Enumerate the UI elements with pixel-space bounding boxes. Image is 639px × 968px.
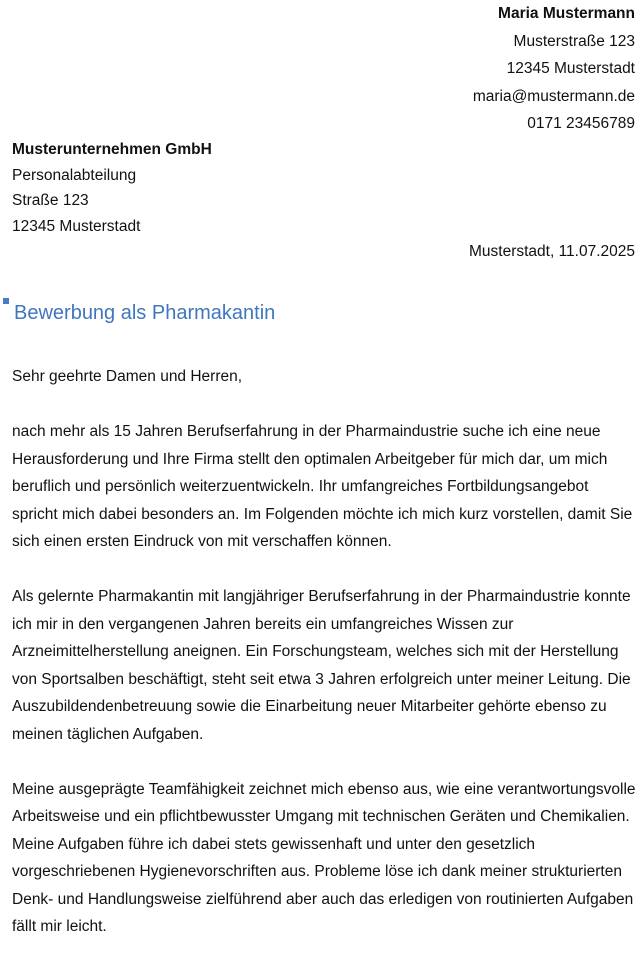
recipient-company: Musterunternehmen GmbH [12, 141, 212, 158]
recipient-street: Straße 123 [12, 192, 89, 209]
recipient-address-block [12, 137, 212, 239]
subject-marker-icon [3, 298, 9, 304]
letter-subject: Bewerbung als Pharmakantin [14, 302, 276, 324]
body-paragraph-3: Meine ausgeprägte Teamfähigkeit zeichnet mich ebenso aus, wie eine verantwortungsvolle Arbeitsweise und ein pflichtbewusster Umgang mit technischen Geräten und Chemikalien. Meine Aufgaben führe ich dabei stets gewissenhaft und unter den gesetzlich vorgeschriebenen Hygienevorschriften aus. Probleme löse ich dank meiner strukturierten Denk- und Handlungsweise zielführend aber auch das erledigen von routinierten Aufgaben fällt mir leicht. [12, 780, 636, 935]
sender-address-block [473, 0, 635, 138]
sender-street: Musterstraße 123 [513, 32, 635, 50]
body-paragraph-2: Als gelernte Pharmakantin mit langjähriger Berufserfahrung in der Pharmaindustrie konnte ich mir in den vergangenen Jahren bereits ein umfangreiches Wissen zur Arzneimittelherstellung aneignen. Ein Forschungsteam, welches sich mit der Herstellung von Sportsalben beschäftigt, steht seit etwa 3 Jahren erfolgreich unter meiner Leitung. Die Auszubildendenbetreuung sowie die Einarbeitung neuer Mitarbeiter gehörte ebenso zu meinen täglichen Aufgaben. [12, 588, 631, 743]
recipient-city: 12345 Musterstadt [12, 217, 141, 235]
sender-phone: 0171 23456789 [527, 115, 635, 132]
sender-email: maria@mustermann.de [472, 87, 635, 105]
salutation: Sehr geehrte Damen und Herren, [12, 368, 243, 385]
recipient-department: Personalabteilung [12, 166, 137, 184]
sender-name: Maria Mustermann [498, 5, 635, 22]
letter-date: Musterstadt, 11.07.2025 [468, 243, 635, 260]
body-paragraph-1: nach mehr als 15 Jahren Berufserfahrung in der Pharmaindustrie suche ich eine neue Herausforderung und Ihre Firma stellt den optimalen Arbeitgeber für mich dar, um mich beruflich und persönlich weiterzuentwickeln. Ihr umfangreiches Fortbildungsangebot spricht mich dabei besonders an. Im Folgenden möchte ich mich kurz vorstellen, damit Sie sich einen ersten Eindruck von mit verschaffen können. [12, 423, 633, 550]
sender-city: 12345 Musterstadt [506, 60, 635, 77]
letter-body [12, 363, 636, 968]
